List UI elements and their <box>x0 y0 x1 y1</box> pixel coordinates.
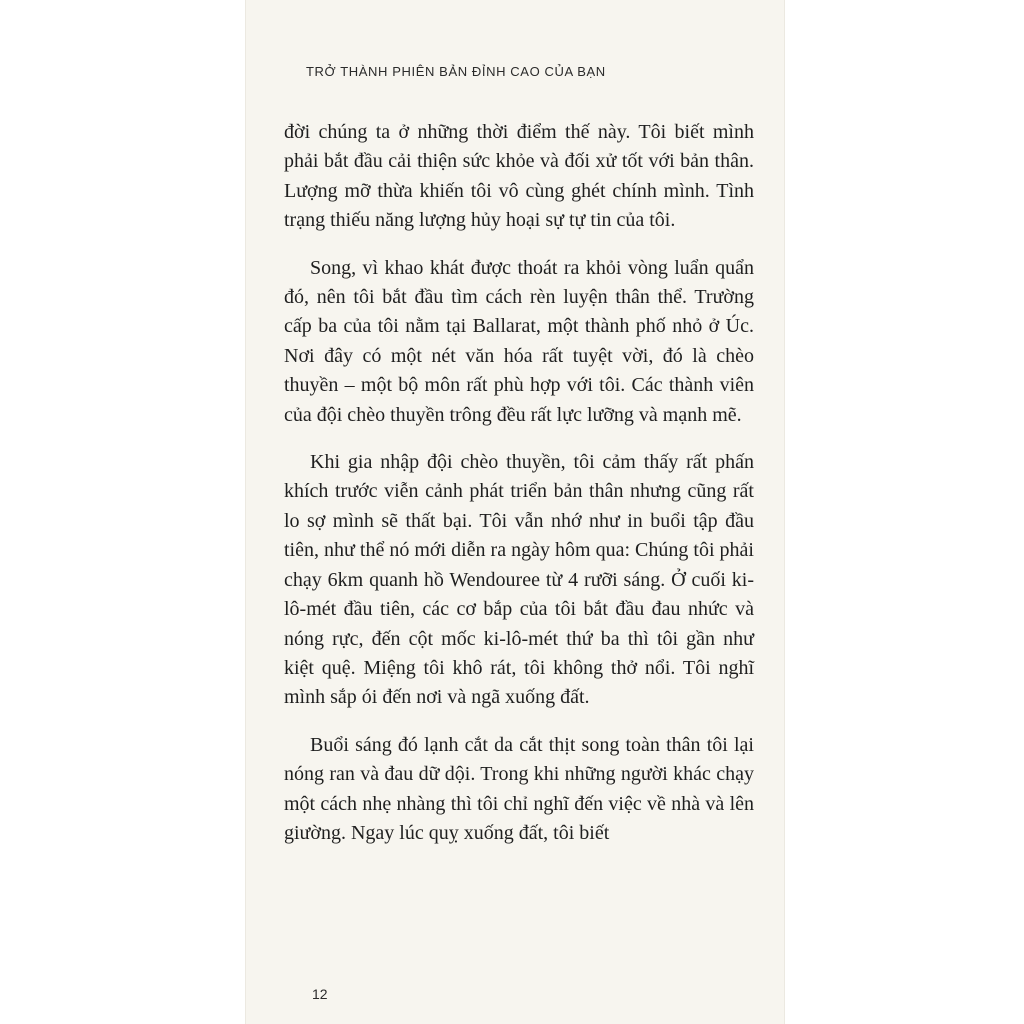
running-header: TRỞ THÀNH PHIÊN BẢN ĐỈNH CAO CỦA BẠN <box>306 64 606 79</box>
page-number: 12 <box>312 986 328 1002</box>
paragraph-2: Song, vì khao khát được thoát ra khỏi vòng luẩn quẩn đó, nên tôi bắt đầu tìm cách rèn luyện thân thể. Trường cấp ba của tôi nằm tại Ballarat, một thành phố nhỏ ở Úc. Nơi đây có một nét văn hóa rất tuyệt vời, đó là chèo thuyền – một bộ môn rất phù hợp với tôi. Các thành viên của đội chèo thuyền trông đều rất lực lưỡng và mạnh mẽ. <box>284 256 754 426</box>
paragraph-4: Buổi sáng đó lạnh cắt da cắt thịt song toàn thân tôi lại nóng ran và đau dữ dội. Trong khi những người khác chạy một cách nhẹ nhàng thì tôi chỉ nghĩ đến việc về nhà và lên giường. Ngay lúc quỵ xuống đất, tôi biết <box>284 733 754 844</box>
paragraph-1: đời chúng ta ở những thời điểm thế này. Tôi biết mình phải bắt đầu cải thiện sức khỏe và đối xử tốt với bản thân. Lượng mỡ thừa khiến tôi vô cùng ghét chính mình. Tình trạng thiếu năng lượng hủy hoại sự tự tin của tôi. <box>284 121 754 232</box>
paragraph-3: Khi gia nhập đội chèo thuyền, tôi cảm thấy rất phấn khích trước viễn cảnh phát triển bản thân nhưng cũng rất lo sợ mình sẽ thất bại. Tôi vẫn nhớ như in buổi tập đầu tiên, như thể nó mới diễn ra ngày hôm qua: Chúng tôi phải chạy 6km quanh hồ Wendouree từ 4 rưỡi sáng. Ở cuối ki-lô-mét đầu tiên, các cơ bắp của tôi bắt đầu đau nhức và nóng rực, đến cột mốc ki-lô-mét thứ ba thì tôi gần như kiệt quệ. Miệng tôi khô rát, tôi không thở nổi. Tôi nghĩ mình sắp ói đến nơi và ngã xuống đất. <box>284 451 754 709</box>
body-text <box>284 118 754 866</box>
book-page <box>246 0 784 1024</box>
